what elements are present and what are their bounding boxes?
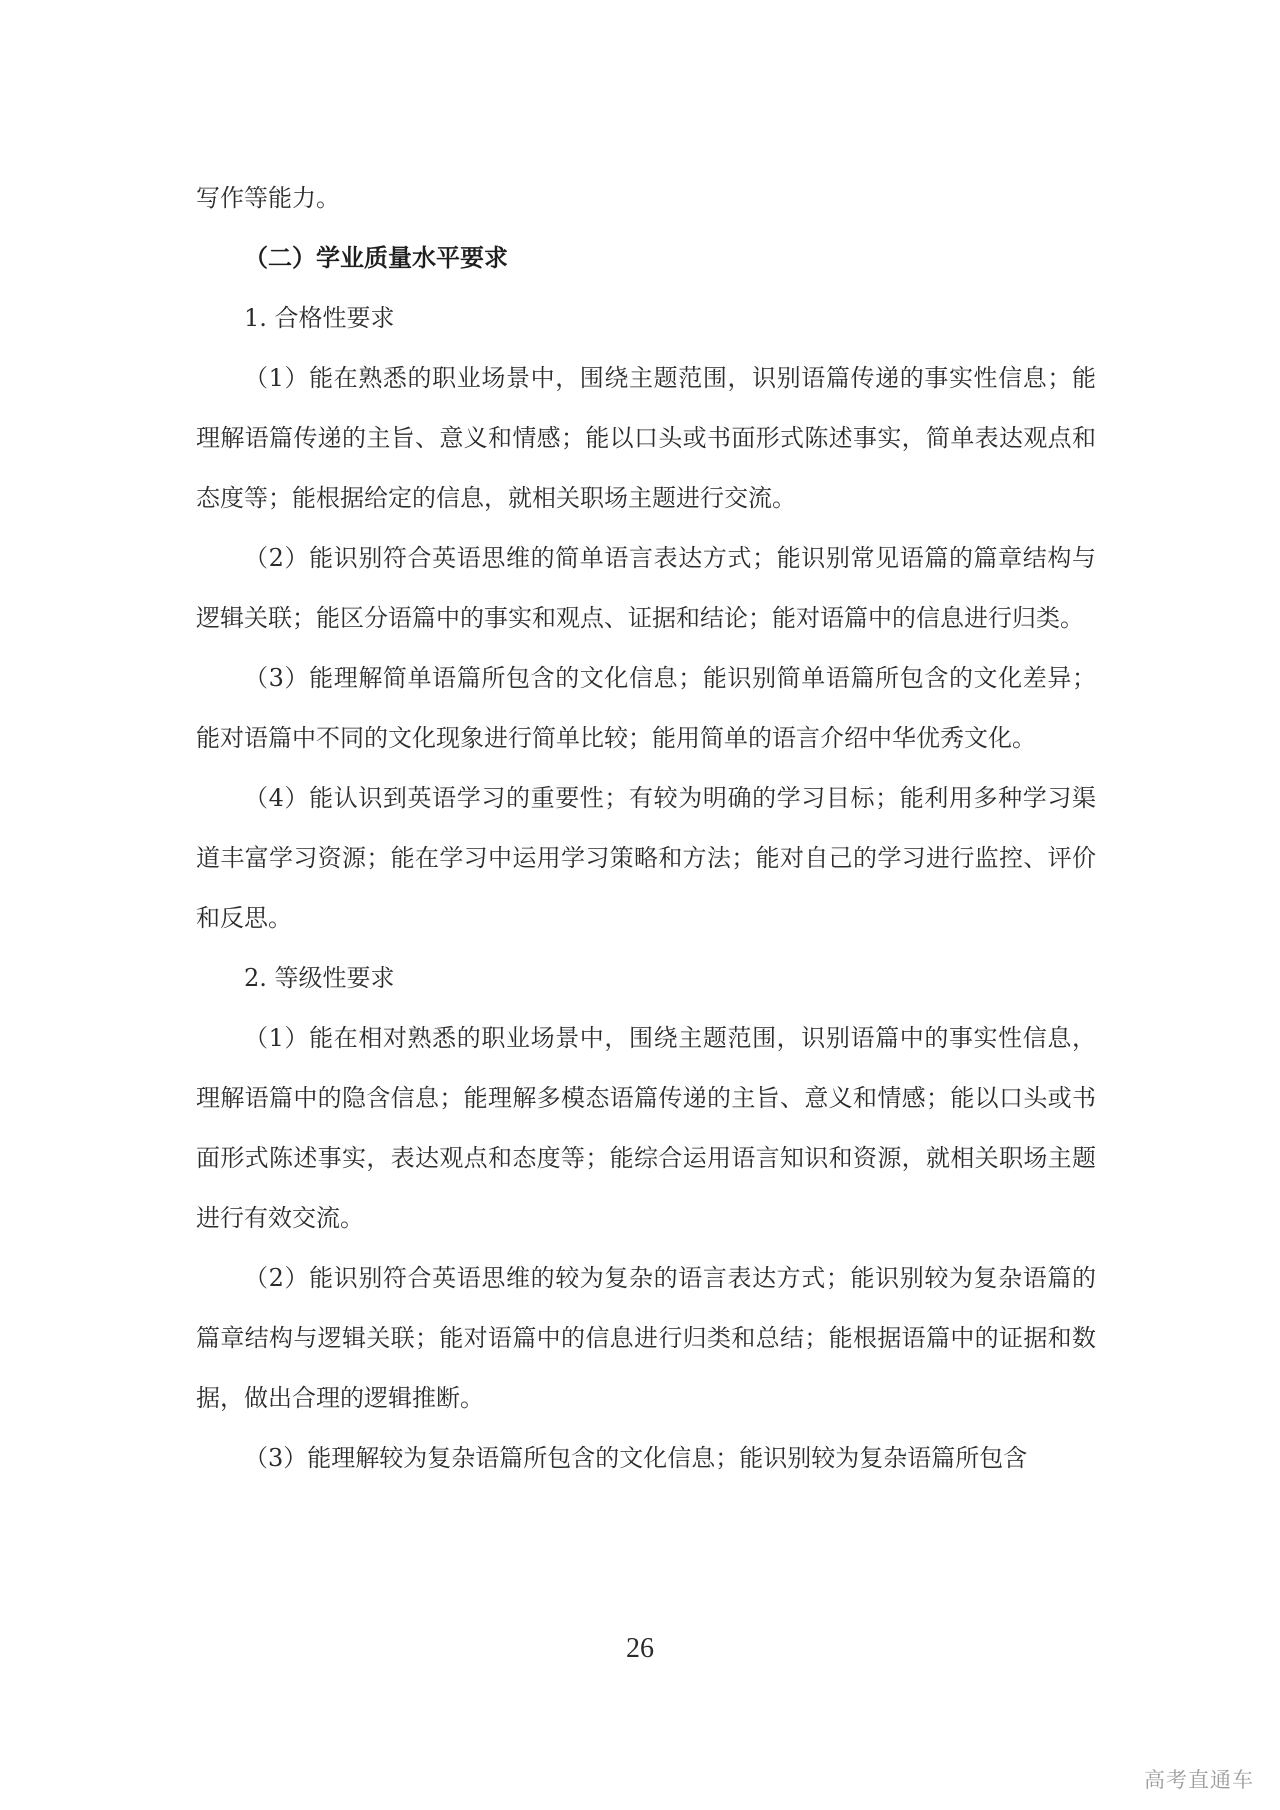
part1-item-3: （3）能理解简单语篇所包含的文化信息；能识别简单语篇所包含的文化差异；能对语篇中不同的文化现象进行简单比较；能用简单的语言介绍中华优秀文化。 (196, 664, 1096, 752)
part1-item-4: （4）能认识到英语学习的重要性；有较为明确的学习目标；能利用多种学习渠道丰富学习资源；能在学习中运用学习策略和方法；能对自己的学习进行监控、评价和反思。 (196, 784, 1096, 932)
part2-item-1: （1）能在相对熟悉的职业场景中，围绕主题范围，识别语篇中的事实性信息，理解语篇中的隐含信息；能理解多模态语篇传递的主旨、意义和情感；能以口头或书面形式陈述事实，表达观点和态度等；能综合运用语言知识和资源，就相关职场主题进行有效交流。 (196, 1024, 1096, 1232)
part1-item-2: （2）能识别符合英语思维的简单语言表达方式；能识别常见语篇的篇章结构与逻辑关联；能区分语篇中的事实和观点、证据和结论；能对语篇中的信息进行归类。 (196, 544, 1096, 632)
page-content (196, 168, 1096, 1488)
section-heading: （二）学业质量水平要求 (244, 244, 508, 272)
page-number: 26 (626, 1633, 654, 1664)
part1-item-1: （1）能在熟悉的职业场景中，围绕主题范围，识别语篇传递的事实性信息；能理解语篇传递的主旨、意义和情感；能以口头或书面形式陈述事实，简单表达观点和态度等；能根据给定的信息，就相关职场主题进行交流。 (196, 364, 1096, 512)
continuation-text: 写作等能力。 (196, 184, 340, 212)
part2-item-2: （2）能识别符合英语思维的较为复杂的语言表达方式；能识别较为复杂语篇的篇章结构与逻辑关联；能对语篇中的信息进行归类和总结；能根据语篇中的证据和数据，做出合理的逻辑推断。 (196, 1264, 1096, 1412)
watermark: 高考直通车 (1144, 1768, 1254, 1792)
part2-item-3: （3）能理解较为复杂语篇所包含的文化信息；能识别较为复杂语篇所包含 (244, 1444, 1028, 1472)
part2-title: 2. 等级性要求 (244, 964, 395, 992)
part1-title: 1. 合格性要求 (244, 304, 395, 332)
